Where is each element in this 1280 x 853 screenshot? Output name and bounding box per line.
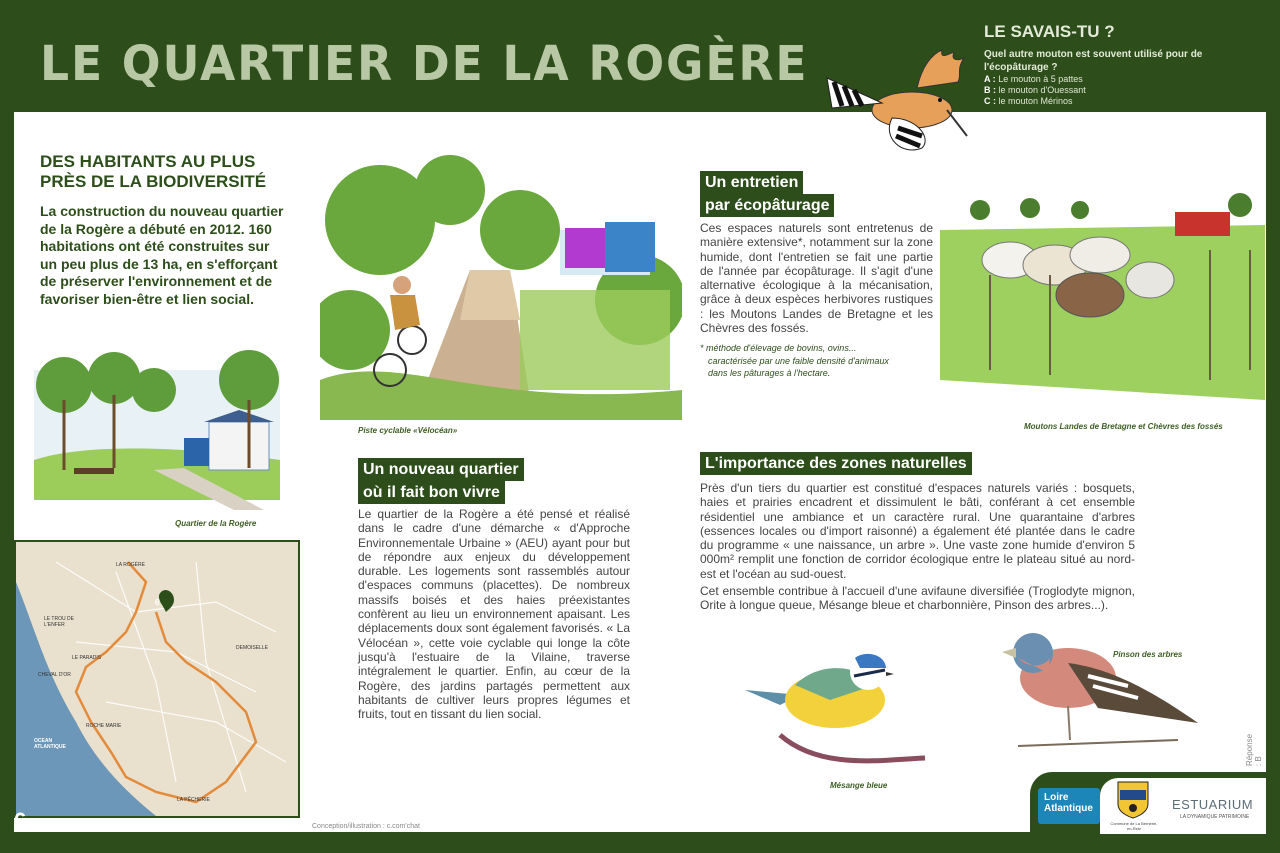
zones-heading: L'importance des zones naturelles	[700, 452, 972, 475]
mesange-illustration	[740, 640, 940, 775]
vivre-heading-line2: où il fait bon vivre	[358, 481, 505, 504]
entretien-heading-line1: Un entretien	[700, 171, 803, 194]
intro-text: La construction du nouveau quartier de la Rogère a débuté en 2012. 160 habitations ont été construites sur un peu plus de 13 ha, en s'efforçant de préserver l'environnement et de favoriser bien-être et lien social.	[40, 203, 284, 307]
page-title: LE QUARTIER DE LA ROGÈRE	[40, 36, 809, 92]
answer-b: B : le mouton d'Ouessant	[984, 85, 1086, 95]
map-label-paradis: LE PARADIS	[72, 655, 102, 661]
vivre-text: Le quartier de la Rogère a été pensé et réalisé dans le cadre d'une démarche « d'Approche Environnementale Urbaine » (AEU) ayant pour but de répondre aux enjeux du développement durable. Les logements sont rassemblés autour d'espaces communs (placettes). De nombreux massifs boisés et des haies préexistantes confèrent au lieu un environnement apaisant. Les déplacements doux sont également favorisés. « La Vélocéan », cette voie cyclable qui longe la côte jusqu'à l'estuaire de la Vilaine, traverse intégralement le quartier. Enfin, au cœur de la Rogère, des jardins partagés permettent aux habitants de cultiver leurs propres légumes et fruits, tout en tissant du lien social.	[358, 507, 630, 722]
note-line-3: dans les pâturages à l'hectare.	[708, 368, 831, 378]
map-label-roche: ROCHE MARIE	[86, 723, 122, 729]
map-label-ocean: OCEAN ATLANTIQUE	[34, 738, 66, 750]
map-marker-6: 6	[155, 598, 160, 607]
intro-heading: DES HABITANTS AU PLUS PRÈS DE LA BIODIVERSITÉ	[40, 152, 267, 191]
note-line-2: caractérisée par une faible densité d'animaux	[708, 355, 889, 366]
caption-moutons: Moutons Landes de Bretagne et Chèvres des fossés	[1024, 422, 1223, 431]
caption-mesange: Mésange bleue	[830, 781, 888, 790]
entretien-text: Ces espaces naturels sont entretenus de manière extensive*, notamment sur la zone humide, dont l'entretien se fait une partie de l'année par écopâturage. Il s'agit d'une alternative écologique à la mécanisation, grâce à deux espèces herbivores rustiques : les Moutons Landes de Bretagne et les Chèvres des fossés.	[700, 221, 933, 336]
loire-atlantique-logo[interactable]	[1038, 788, 1100, 824]
entretien-heading	[700, 171, 834, 217]
footer-text: Parcours nature de la Bernerie-en-Retz - 2026	[44, 822, 250, 833]
loire-logo-line2: Atlantique	[1044, 803, 1093, 814]
zones-heading-wrap	[700, 452, 972, 475]
moutons-illustration	[940, 180, 1265, 410]
vivre-heading	[358, 458, 524, 504]
page-number: 6	[14, 808, 27, 833]
zones-text-1: Près d'un tiers du quartier est constitué d'espaces naturels variés : bosquets, haies et prairies encadrent et dissimulent le bâti, conférant à cet ensemble résidentiel une ambiance et un caractère rural. Une quarantaine d'arbres (essences locales ou d'import raisonné) a également été plantée dans le cadre du programme « une naissance, un arbre ». Une vaste zone humide d'environ 5 000m² remplit une fonction de corridor écologique entre le plateau situé au nord-est et l'océan au sud-ouest.	[700, 481, 1135, 581]
vivre-heading-line1: Un nouveau quartier	[358, 458, 524, 481]
map-label-cheval: CHEVAL D'OR	[38, 672, 71, 678]
estuarium-subtitle: LA DYNAMIQUE PATRIMOINE	[1180, 814, 1250, 820]
quartier-illustration	[34, 340, 280, 515]
zones-text-2: Cet ensemble contribue à l'accueil d'une avifaune diversifiée (Troglodyte mignon, Orite à longue queue, Mésange bleue et charbonnière, Pinson des arbres...).	[700, 584, 1135, 613]
entretien-heading-line2: par écopâturage	[700, 194, 834, 217]
loire-logo-line1: Loire	[1044, 792, 1069, 803]
savais-tu-title: LE SAVAIS-TU ?	[984, 22, 1115, 41]
caption-piste: Piste cyclable «Vélocéan»	[358, 426, 458, 435]
reponse-text: Réponse : B	[1245, 733, 1263, 766]
caption-pinson: Pinson des arbres	[1113, 650, 1183, 659]
caption-quartier: Quartier de la Rogère	[175, 519, 257, 528]
hoopoe-illustration	[822, 48, 972, 158]
map-label-demoiselle: DEMOISELLE	[236, 645, 268, 651]
entretien-note	[700, 342, 889, 380]
commune-crest-icon[interactable]	[1114, 780, 1152, 820]
credit-text: Conception/illustration : c.com'chat	[312, 823, 420, 830]
commune-logo-text: Commune de La Bernerie-en-Retz	[1110, 821, 1158, 831]
estuarium-logo[interactable]: ESTUARIUM	[1172, 797, 1254, 812]
map-drawing	[16, 542, 298, 816]
savais-tu-question: Quel autre mouton est souvent utilisé pour de l'écopâturage ?	[984, 49, 1203, 73]
map-label-trou: LE TROU DE L'ENFER	[44, 616, 74, 628]
map-label-rogere: LA ROGÈRE	[116, 562, 145, 568]
note-line-1: * méthode d'élevage de bovins, ovins...	[700, 343, 857, 353]
savais-tu-answers	[984, 74, 1086, 107]
map-label-pecherie: LA PÊCHERIE	[177, 797, 210, 803]
piste-illustration	[320, 150, 682, 420]
answer-c: C : le mouton Mérinos	[984, 96, 1073, 106]
pinson-illustration	[998, 628, 1203, 763]
route-map	[14, 540, 300, 818]
answer-a: A : Le mouton à 5 pattes	[984, 74, 1083, 84]
